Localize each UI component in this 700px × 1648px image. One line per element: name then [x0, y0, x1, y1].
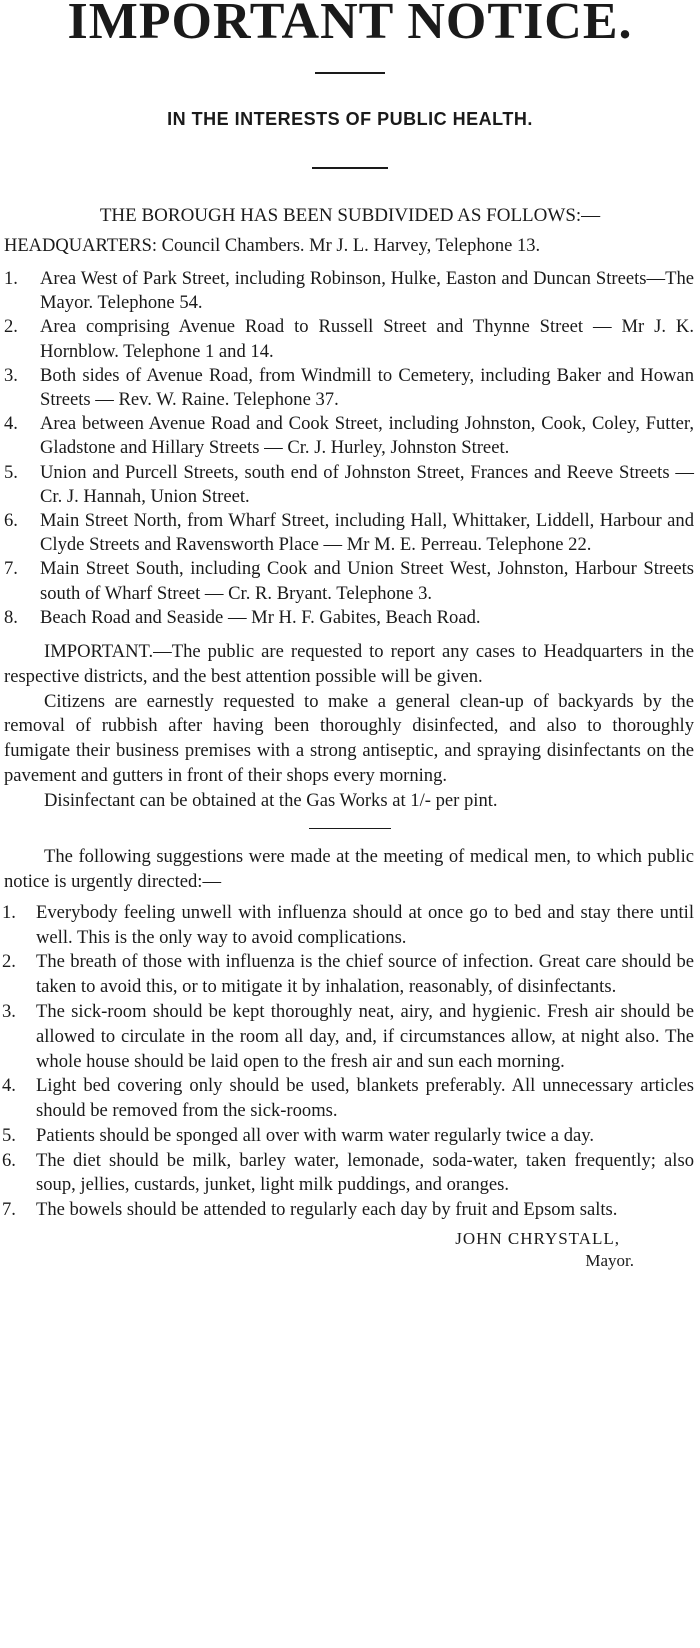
area-text: Union and Purcell Streets, south end of Johnston Street, Frances and Reeve Streets — Cr. J. Hannah, Union Street. — [40, 461, 694, 507]
suggestion-number: 6. — [2, 1149, 16, 1171]
area-text: Both sides of Avenue Road, from Windmill to Cemetery, including Baker and Howan Streets — Rev. W. Raine. Telephone 37. — [40, 364, 694, 411]
area-text: Beach Road and Seaside — Mr H. F. Gabites, Beach Road. — [40, 606, 481, 628]
area-item — [0, 412, 700, 460]
area-item — [0, 315, 700, 363]
suggestions-intro: The following suggestions were made at the meeting of medical men, to which public notice is urgently directed:— — [4, 846, 694, 892]
area-text: Area West of Park Street, including Robinson, Hulke, Easton and Duncan Streets—The Mayor. Telephone 54. — [40, 268, 694, 314]
suggestion-text: The diet should be milk, barley water, lemonade, soda-water, taken frequently; also soup, jellies, custards, junket, light milk puddings, and oranges. — [36, 1149, 694, 1196]
disinfectant-paragraph: Disinfectant can be obtained at the Gas Works at 1/- per pint. — [44, 789, 498, 811]
area-item — [0, 509, 700, 557]
suggestion-item — [0, 1198, 700, 1223]
suggestion-text: Light bed covering only should be used, blankets preferably. All unnecessary articles should be removed from the sick-rooms. — [36, 1075, 694, 1122]
suggestion-number: 1. — [2, 901, 16, 923]
citizens-paragraph: Citizens are earnestly requested to make a general clean-up of backyards by the removal of rubbish after having been thoroughly disinfected, and also to thoroughly fumigate their business premises with a strong antiseptic, and spraying disinfectants on the pavement and gutters in front of their shops every morning. — [4, 690, 694, 787]
signature-title: Mayor. — [585, 1251, 634, 1271]
suggestion-text: The breath of those with influenza is the chief source of infection. Great care should be taken to avoid this, or to mitigate it by inhalation, reasonably, of disinfectants. — [36, 951, 694, 998]
divider-rule — [309, 828, 391, 830]
important-paragraph: IMPORTANT.—The public are requested to report any cases to Headquarters in the respective districts, and the best attention possible will be given. — [4, 641, 694, 687]
suggestion-text: Patients should be sponged all over with warm water regularly twice a day. — [36, 1124, 594, 1146]
suggestion-item — [0, 1074, 700, 1124]
suggestion-number: 4. — [2, 1075, 16, 1097]
area-number: 3. — [4, 364, 18, 386]
area-text: Area between Avenue Road and Cook Street, including Johnston, Cook, Coley, Futter, Gladstone and Hillary Streets — Cr. J. Hurley, Johnston Street. — [40, 413, 694, 459]
notice-title: IMPORTANT NOTICE. — [67, 0, 633, 44]
suggestion-text: The bowels should be attended to regularly each day by fruit and Epsom salts. — [36, 1199, 618, 1221]
suggestion-item — [0, 901, 700, 951]
subdivision-heading: THE BOROUGH HAS BEEN SUBDIVIDED AS FOLLOWS:— — [99, 205, 601, 226]
suggestion-list — [0, 901, 700, 1223]
area-item — [0, 557, 700, 605]
area-number: 7. — [4, 558, 18, 580]
area-item — [0, 606, 700, 630]
suggestion-number: 7. — [2, 1199, 16, 1221]
suggestion-text: Everybody feeling unwell with influenza should at once go to bed and stay there until well. This is the only way to avoid complications. — [36, 901, 694, 948]
area-text: Main Street South, including Cook and Union Street West, Johnston, Harbour Streets south of Wharf Street — Cr. R. Bryant. Telephone 3. — [40, 558, 694, 604]
area-number: 5. — [4, 461, 18, 483]
suggestion-item — [0, 950, 700, 1000]
suggestion-number: 2. — [2, 951, 16, 973]
area-number: 1. — [4, 268, 18, 289]
signature-name: JOHN CHRYSTALL, — [455, 1229, 620, 1249]
divider-rule — [315, 72, 385, 74]
area-number: 2. — [4, 316, 18, 338]
notice-subtitle: IN THE INTERESTS OF PUBLIC HEALTH. — [167, 109, 533, 129]
area-number: 4. — [4, 413, 18, 435]
suggestion-number: 5. — [2, 1124, 16, 1146]
suggestion-item — [0, 1149, 700, 1199]
suggestion-number: 3. — [2, 1000, 16, 1022]
area-number: 8. — [4, 606, 18, 628]
area-number: 6. — [4, 510, 18, 532]
area-list — [0, 267, 700, 630]
suggestion-item — [0, 1000, 700, 1074]
divider-rule — [312, 167, 388, 169]
area-text: Main Street North, from Wharf Street, including Hall, Whittaker, Liddell, Harbour and Clyde Streets and Ravensworth Place — Mr M. E. Perreau. Telephone 22. — [40, 510, 694, 556]
suggestion-text: The sick-room should be kept thoroughly neat, airy, and hygienic. Fresh air should be allowed to circulate in the room all day, and, if circumstances allow, at night also. The whole house should be laid open to the fresh air and sun each morning. — [36, 1000, 694, 1072]
headquarters-line: HEADQUARTERS: Council Chambers. Mr J. L. Harvey, Telephone 13. — [4, 236, 541, 256]
area-text: Area comprising Avenue Road to Russell Street and Thynne Street — Mr J. K. Hornblow. Telephone 1 and 14. — [40, 316, 694, 362]
area-item — [0, 364, 700, 412]
area-item — [0, 461, 700, 509]
suggestion-item — [0, 1124, 700, 1149]
area-item — [0, 267, 700, 315]
